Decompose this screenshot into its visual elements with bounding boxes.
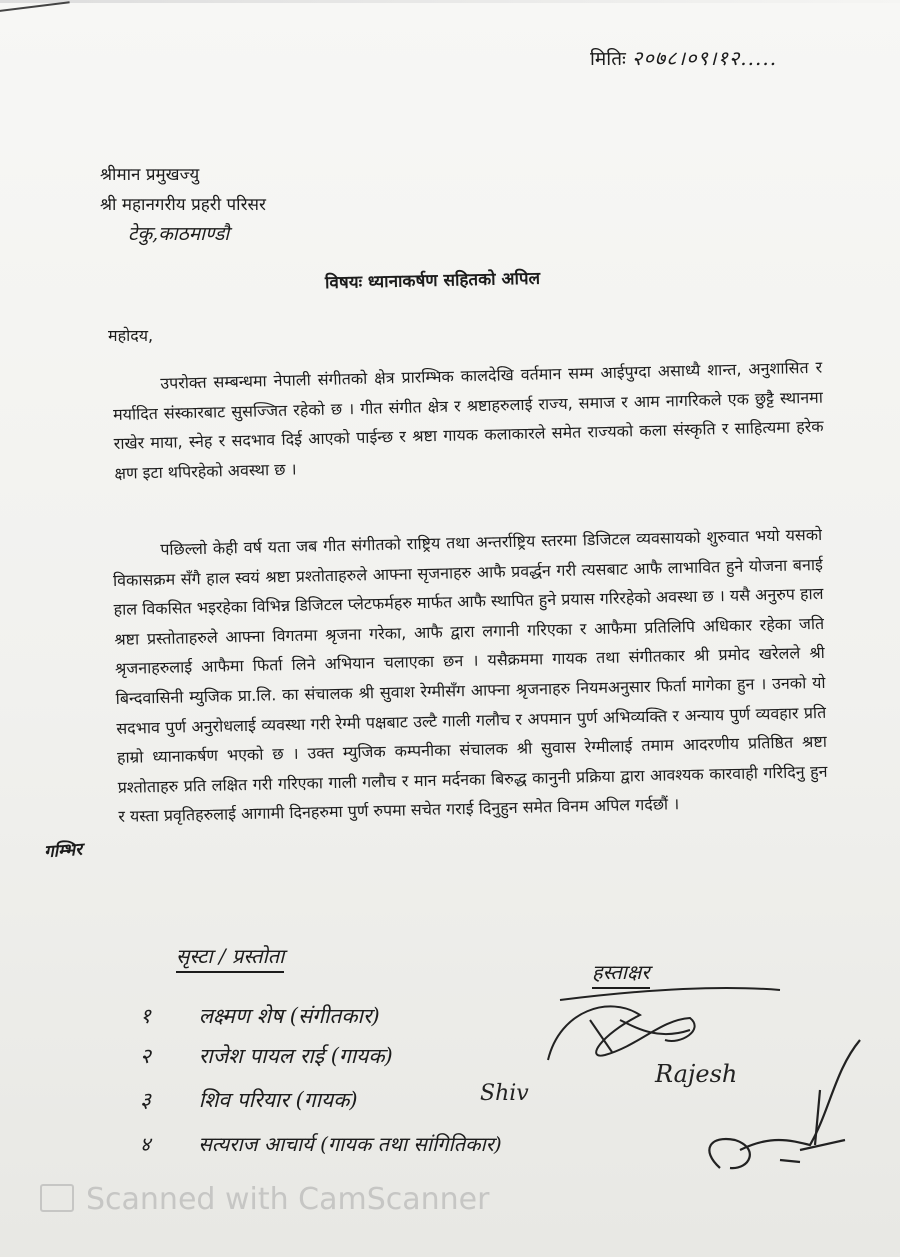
entry-name: सत्यराज आचार्य (गायक तथा सांगितिकार) (198, 1132, 502, 1156)
signature-4 (709, 1040, 860, 1168)
page-edge-shadow (0, 0, 900, 3)
signature-2 (654, 1060, 737, 1088)
recipient-line-2: श्री महानगरीय प्रहरी परिसर (100, 195, 266, 215)
column-underline (176, 971, 284, 973)
entry-name: राजेश पायल राई (गायक) (198, 1044, 393, 1068)
signature-column-header (592, 958, 650, 989)
column-underline (592, 987, 650, 989)
paragraph-1: उपरोक्त सम्बन्धमा नेपाली संगीतको क्षेत्र प्रारम्भिक कालदेखि वर्तमान सम्म आईपुग्दा असाध्यै शान्त, अनुशासित र मर्यादित संस्कारबाट सुसज्जित रहेको छ । गीत संगीत क्षेत्र र श्रष्टाहरुलाई राज्य, समाज र आम नागरिकले एक छुट्टै स्थानमा राखेर माया, स्नेह र सदभाव दिई आएको पाईन्छ र श्रष्टा गायक कलाकारले समेत राज्यको कला संस्कृति र साहित्यमा हरेक क्षण इटा थपिरहेको अवस्था छ । (112, 357, 824, 483)
signature-1 (548, 988, 780, 1060)
signature-column-label: हस्ताक्षर (592, 960, 650, 984)
entry-number: १ (140, 1004, 151, 1028)
signatory-entry-3 (140, 1086, 358, 1114)
margin-note: गम्भिर (43, 839, 83, 863)
watermark-text: Scanned with CamScanner (86, 1182, 490, 1217)
salutation: महोदय, (108, 326, 154, 345)
recipient-line-1: श्रीमान प्रमुखज्यु (100, 165, 200, 185)
entry-name: लक्ष्मण शेष (संगीतकार) (198, 1004, 380, 1028)
paper-fold-mark (0, 1, 70, 16)
signatory-column-header (176, 942, 284, 973)
recipient-line-3: टेकु,काठमाण्डौ (128, 223, 230, 245)
signature-3 (480, 1081, 529, 1106)
letter-subject: विषयः ध्यानाकर्षण सहितको अपिल (324, 268, 541, 294)
entry-name: शिव परियार (गायक) (198, 1088, 358, 1112)
entry-number: ३ (140, 1088, 151, 1112)
camscanner-icon (40, 1184, 74, 1212)
signature-shiv: Shiv (480, 1081, 529, 1106)
signatory-entry-2 (140, 1042, 393, 1070)
date-value: २०७८।०९।१२..... (631, 46, 778, 70)
signature-rajesh: Rajesh (655, 1060, 738, 1088)
date-label: मितिः (590, 48, 626, 70)
signatory-column-label: सृस्टा / प्रस्तोता (176, 944, 285, 968)
letter-date (590, 44, 777, 71)
entry-number: ४ (140, 1132, 151, 1156)
paragraph-2: पछिल्लो केही वर्ष यता जब गीत संगीतको राष्ट्रिय तथा अन्तर्राष्ट्रिय स्तरमा डिजिटल व्यवसायको शुरुवात भयो यसको विकासक्रम सँगै हाल स्वयं श्रष्टा प्रश्तोताहरुले आफ्ना सृजनाहरु आफै प्रवर्द्धन गरी त्यसबाट आफै लाभावित हुने योजना बनाई हाल विकसित भइरहेका विभिन्न डिजिटल प्लेटफर्महरु मार्फत आफै स्थापित हुने प्रयास गरिरहेको अवस्था छ । यसै अनुरुप हाल श्रष्टा प्रस्तोताहरुले आफ्ना विगतमा श्रृजना गरेका, आफै द्वारा लगानी गरिएका र आफैमा प्रतिलिपि अधिकार रहेका जति श्रृजनाहरुलाई आफैमा फिर्ता लिने अभियान चलाएका छन । यसैक्रममा गायक तथा संगीतकार श्री प्रमोद खरेलले श्री बिन्दवासिनी म्युजिक प्रा.लि. का संचालक श्री सुवाश रेग्मीसँग आफ्ना श्रृजनाहरु नियमअनुसार फिर्ता मागेका हुन । उनको यो सदभाव पुर्ण अनुरोधलाई व्यवस्था गरी रेग्मी पक्षबाट उल्टै गाली गलौच र अपमान पुर्ण अभिव्यक्ति र अन्याय पुर्ण व्यवहार प्रति हाम्रो ध्यानाकर्षण भएको छ । उक्त म्युजिक कम्पनीका संचालक श्री सुवास रेग्मीलाई तमाम आदरणीय प्रतिष्ठित श्रष्टा प्रश्तोताहरु प्रति लक्षित गरी गरिएका गाली गलौच र मान मर्दनका बिरुद्ध कानुनी प्रक्रिया द्वारा आवश्यक कारवाही गरिदिनु हुन र यस्ता प्रवृतिहरुलाई आगामी दिनहरुमा पुर्ण रुपमा सचेत गराई दिनुहुन समेत विनम अपिल गर्दछौं । (112, 524, 828, 827)
signatory-entry-4 (140, 1130, 502, 1157)
entry-number: २ (140, 1044, 151, 1068)
scanner-watermark (40, 1182, 489, 1217)
signatory-entry-1 (140, 1002, 380, 1030)
